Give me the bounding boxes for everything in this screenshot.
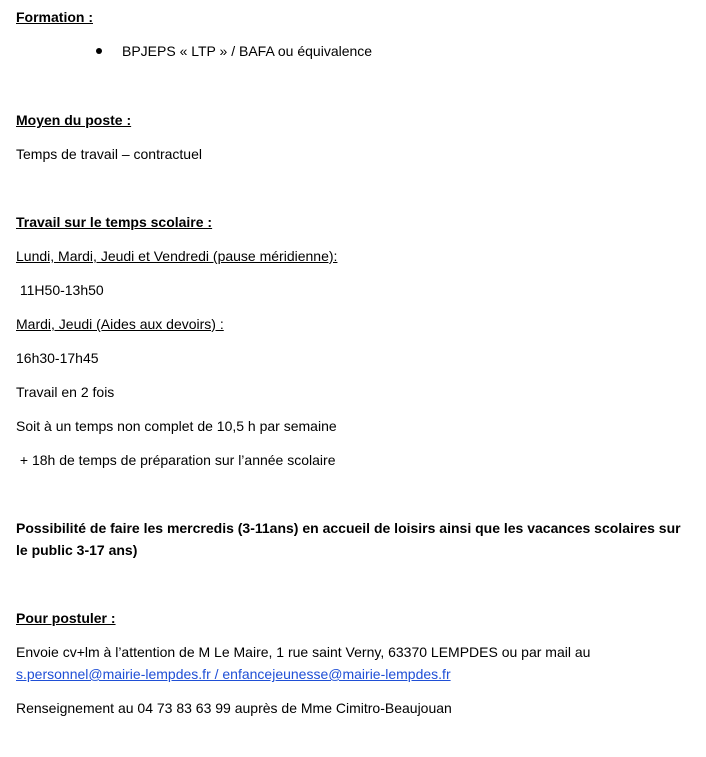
renseignement-text: Renseignement au 04 73 83 63 99 auprès de Mme Cimitro-Beaujouan [16,700,452,716]
travail-prep: + 18h de temps de préparation sur l’année scolaire [16,452,336,468]
postuler-email-link[interactable]: s.personnel@mairie-lempdes.fr / enfancejeunesse@mairie-lempdes.fr [16,666,451,682]
formation-bullet-text: BPJEPS « LTP » / BAFA ou équivalence [122,43,373,59]
postuler-text: Envoie cv+lm à l’attention de M Le Maire, 1 rue saint Verny, 63370 LEMPDES ou par mail au [16,644,591,660]
travail-hours-1: 11H50-13h50 [16,282,104,298]
moyen-heading: Moyen du poste : [16,112,132,128]
travail-total: Soit à un temps non complet de 10,5 h par semaine [16,418,337,434]
travail-days-2: Mardi, Jeudi (Aides aux devoirs) : [16,316,224,332]
travail-days-1: Lundi, Mardi, Jeudi et Vendredi (pause méridienne): [16,248,338,264]
bullet-icon [96,48,102,54]
possibilite-paragraph: Possibilité de faire les mercredis (3-11ans) en accueil de loisirs ainsi que les vacances scolaires sur le public 3-17 ans) [16,520,681,558]
postuler-heading: Pour postuler : [16,610,116,626]
travail-times: Travail en 2 fois [16,384,115,400]
travail-hours-2: 16h30-17h45 [16,350,99,366]
moyen-text: Temps de travail – contractuel [16,146,202,162]
travail-heading: Travail sur le temps scolaire : [16,214,213,230]
formation-heading: Formation : [16,9,93,25]
formation-bullet-item [96,41,372,61]
